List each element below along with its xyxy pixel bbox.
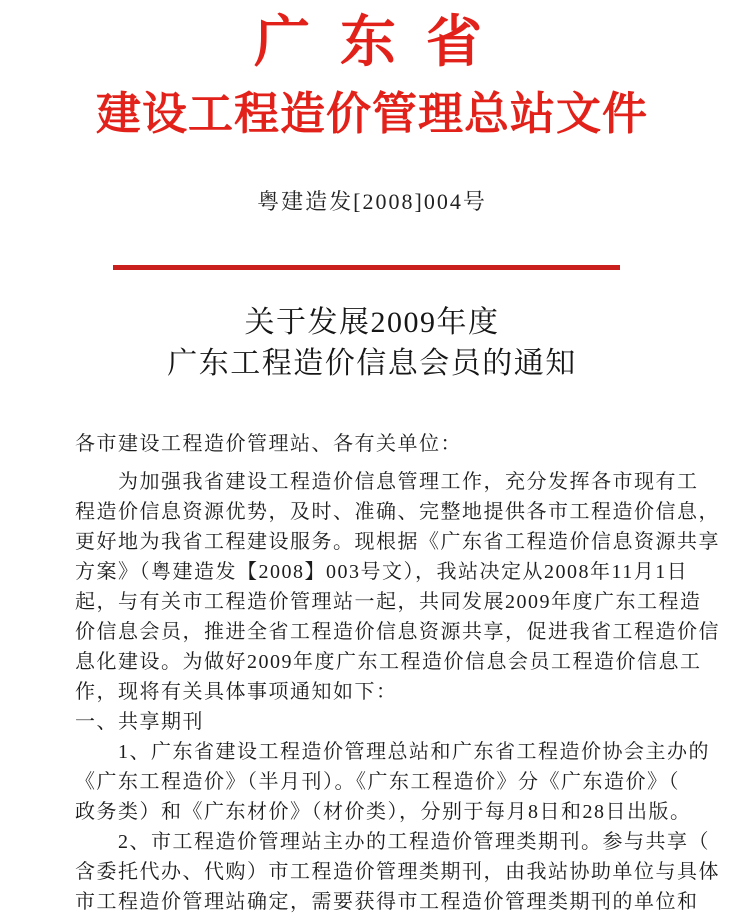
document-title-line1: 关于发展2009年度 xyxy=(244,306,500,340)
section-heading-line: 一、共享期刊 xyxy=(75,711,204,734)
body-line: 起，与有关市工程造价管理站一起，共同发展2009年度广东工程造 xyxy=(75,591,702,614)
body-line: 息化建设。为做好2009年度广东工程造价信息会员工程造价信息工 xyxy=(75,651,702,674)
body-line: 1、广东省建设工程造价管理总站和广东省工程造价协会主办的 xyxy=(75,741,710,764)
body-line: 政务类）和《广东材价》（材价类），分别于每月8日和28日出版。 xyxy=(75,801,692,824)
body-line: 更好地为我省工程建设服务。现根据《广东省工程造价信息资源共享 xyxy=(75,531,720,554)
body-line: 市工程造价管理站确定，需要获得市工程造价管理类期刊的单位和 xyxy=(75,891,699,914)
body-line: 《广东工程造价》（半月刊）。《广东工程造价》分《广东造价》（ xyxy=(75,771,680,794)
red-divider-rule xyxy=(113,265,620,270)
document-letterhead xyxy=(0,0,744,270)
org-name-agency: 建设工程造价管理总站文件 xyxy=(95,89,648,139)
document-reference-number: 粤建造发[2008]004号 xyxy=(257,188,487,214)
body-line: 方案》（粤建造发【2008】003号文），我站决定从2008年11月1日 xyxy=(75,561,689,584)
body-line: 作，现将有关具体事项通知如下： xyxy=(75,681,398,704)
body-line: 为加强我省建设工程造价信息管理工作，充分发挥各市现有工 xyxy=(75,471,699,494)
body-line: 价信息会员，推进全省工程造价信息资源共享，促进我省工程造价信 xyxy=(75,621,720,644)
body-line: 含委托代办、代购）市工程造价管理类期刊，由我站协助单位与具体 xyxy=(75,861,720,884)
document-title-line2: 广东工程造价信息会员的通知 xyxy=(167,347,577,381)
org-name-province: 广 东 省 xyxy=(254,12,490,74)
document-title xyxy=(0,302,744,384)
body-line: 程造价信息资源优势，及时、准确、完整地提供各市工程造价信息， xyxy=(75,501,720,524)
salutation-line: 各市建设工程造价管理站、各有关单位： xyxy=(75,433,462,456)
document-body xyxy=(0,429,744,917)
body-line: 2、市工程造价管理站主办的工程造价管理类期刊。参与共享（ xyxy=(75,831,710,854)
